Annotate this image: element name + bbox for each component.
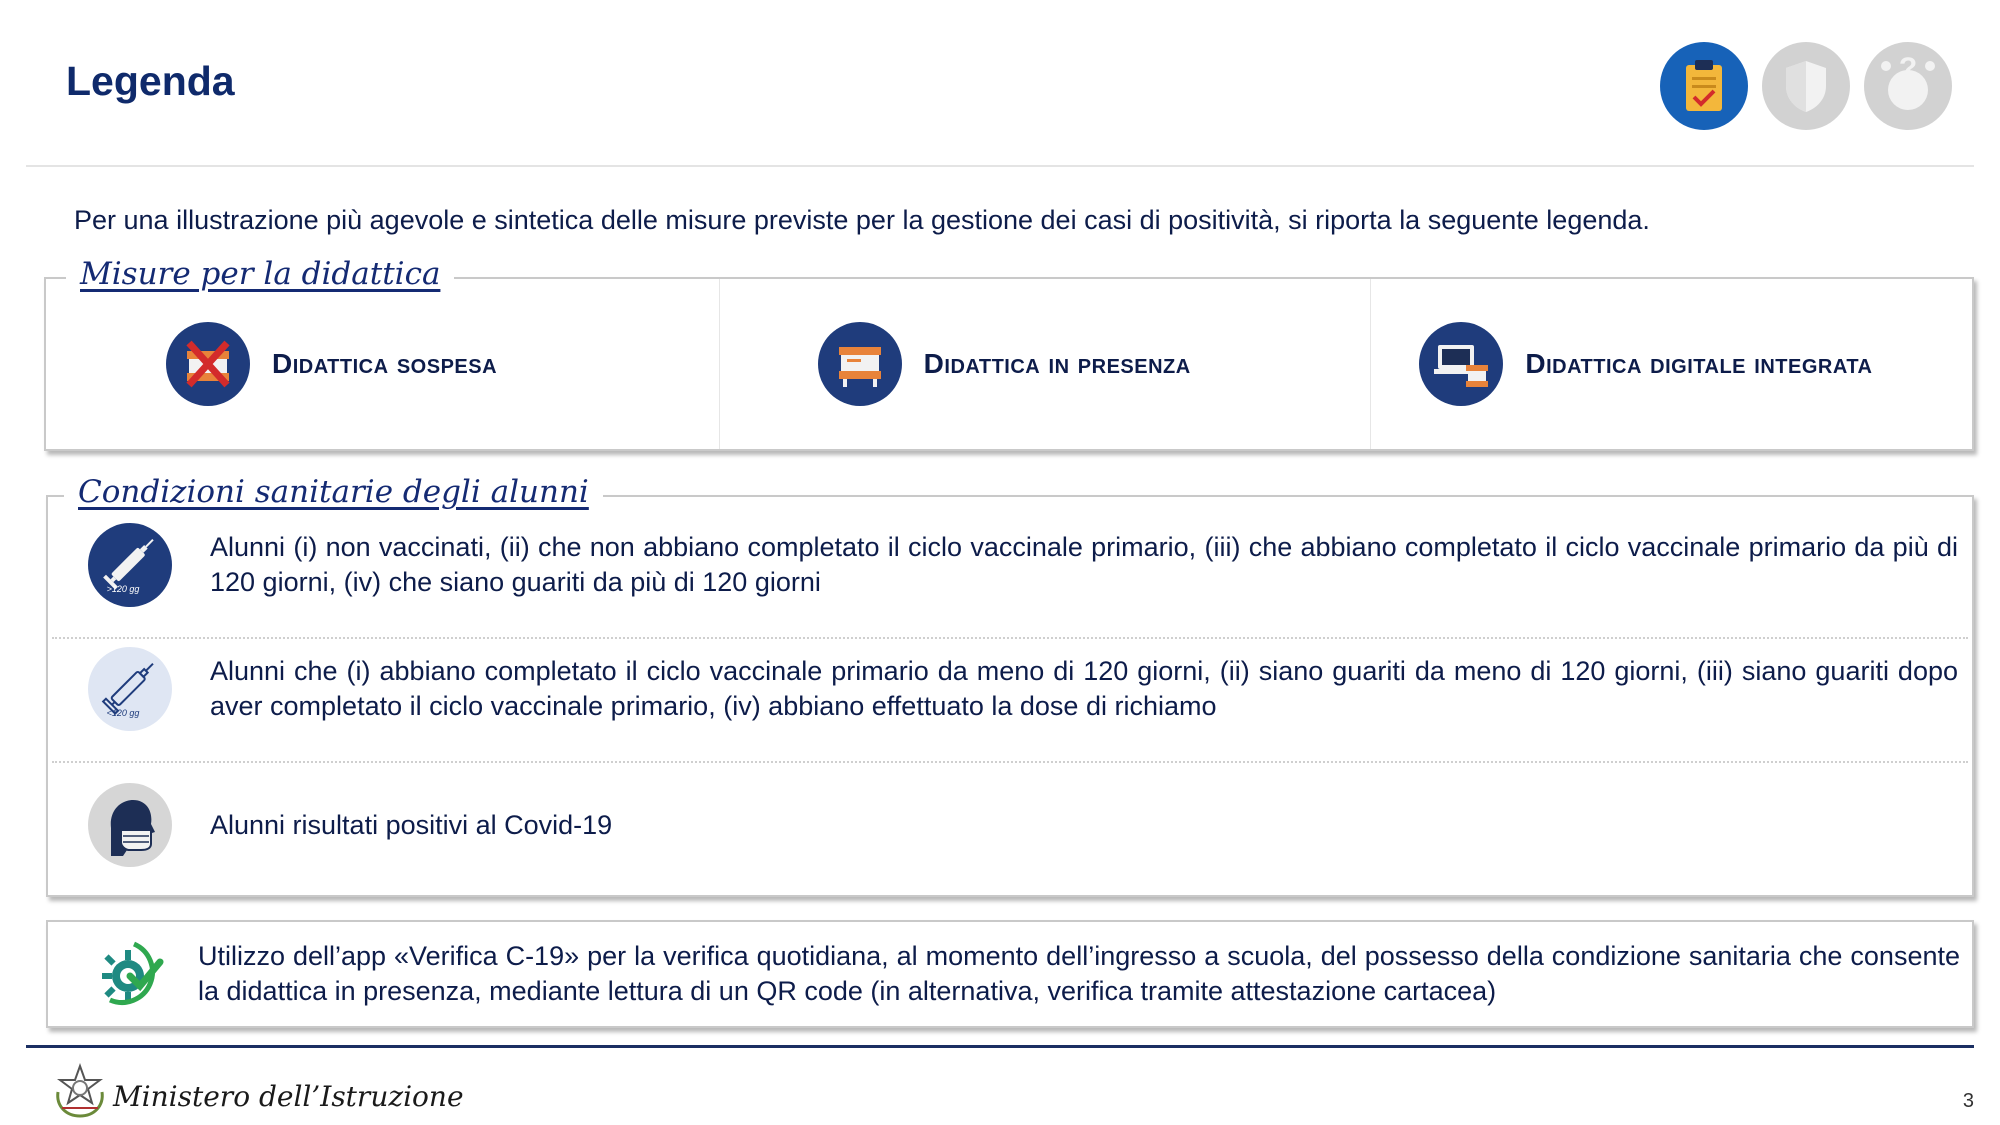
condizione-text: Alunni che (i) abbiano completato il ciclo vaccinale primario da meno di 120 giorni, (ii) siano guariti da meno di 120 giorni, (iii) siano guariti dopo aver completato il ciclo vaccinale primario, (iv) abbiano effettuato la dose di richiamo [210,656,1958,721]
syringe-badge: >120 gg [106,584,140,594]
header-divider [26,165,1974,167]
school-desk-icon [818,322,902,406]
condizione-row [48,523,1972,607]
didattica-label: Didattica sospesa [272,348,498,379]
didattica-label: Didattica in presenza [923,348,1191,379]
desk-crossed-icon [166,322,250,406]
syringe-badge: <120 gg [106,708,140,718]
condizione-row [48,647,1972,731]
didattica-item-digitale [1371,279,1972,449]
page-number: 3 [1962,1090,1974,1112]
condizione-text: Alunni (i) non vaccinati, (ii) che non abbiano completato il ciclo vaccinale primario, (iii) che abbiano completato il ciclo vaccinale primario da più di 120 giorni, (iv) che siano guariti da più di 120 giorni [210,532,1958,597]
question-head-icon[interactable] [1864,42,1952,130]
section-nav-icons [1660,42,1952,130]
syringe-light-icon [88,647,172,731]
condizione-text: Alunni risultati positivi al Covid-19 [210,809,613,840]
app-note-text: Utilizzo dell’app «Verifica C-19» per la verifica quotidiana, al momento dell’ingresso a scuola, del possesso della condizione sanitaria che consente la didattica in presenza, mediante lettura di un QR code (in alternativa, verifica tramite attestazione cartacea) [198,941,1960,1006]
syringe-dark-icon [88,523,172,607]
didattica-item-sospesa [46,279,720,449]
clipboard-check-icon[interactable] [1660,42,1748,130]
app-note-box [46,920,1974,1028]
intro-text: Per una illustrazione più agevole e sintetica delle misure previste per la gestione dei casi di positività, si riporta la seguente legenda. [74,205,1650,235]
row-divider [52,761,1968,763]
svg-text:?: ? [1898,54,1918,85]
section-heading-condizioni: Condizioni sanitarie degli alunni [64,474,603,510]
didattica-item-presenza [720,279,1372,449]
condizioni-box [46,495,1974,897]
republic-emblem-icon [52,1062,108,1125]
didattica-box [44,277,1974,451]
didattica-label: Didattica digitale integrata [1525,348,1873,379]
shield-icon[interactable] [1762,42,1850,130]
footer-divider [26,1045,1974,1048]
page-title: Legenda [66,58,235,104]
ministry-name: Ministero dell’Istruzione [113,1080,464,1113]
masked-head-icon [88,783,172,867]
condizione-row [48,783,1972,867]
section-heading-didattica: Misure per la didattica [66,256,454,292]
laptop-desk-icon [1419,322,1503,406]
row-divider [52,637,1968,639]
virus-check-icon [90,932,174,1016]
